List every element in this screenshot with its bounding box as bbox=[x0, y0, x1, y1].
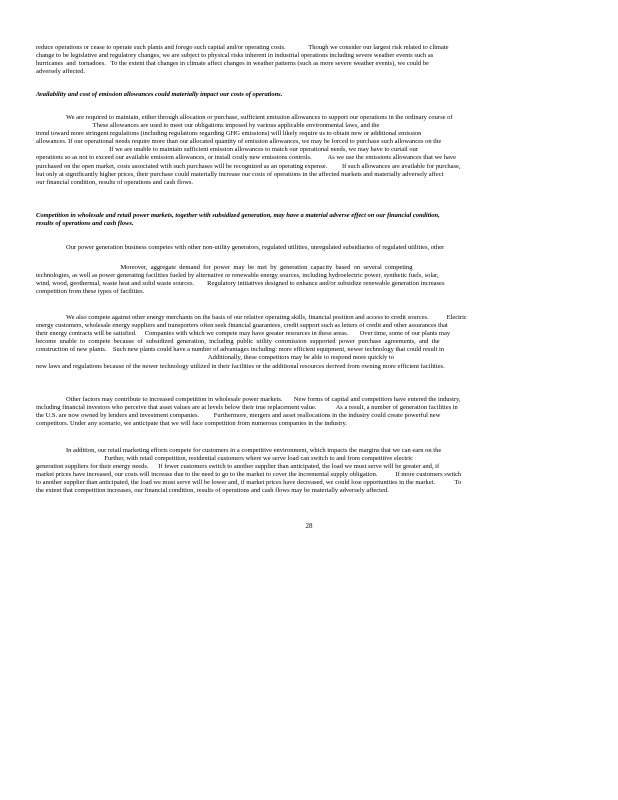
text-line: We are required to maintain, either through allocation or purchase, sufficient emission allowances to support our operations in the ordinary course of bbox=[66, 114, 453, 121]
text-line: trend toward more stringent regulations (including regulations regarding GHG emissions) will likely require us to obtain new or additional emission bbox=[36, 130, 422, 138]
paragraph-climate-risk bbox=[36, 44, 584, 76]
text-line: Our power generation business competes with other non-utility generators, regulated utilities, unregulated subsidiaries of regulated utilities, other bbox=[66, 244, 445, 251]
heading-line: results of operations and cash flows. bbox=[36, 220, 134, 228]
page-number: 28 bbox=[305, 522, 313, 530]
text-line: the U.S. are now owned by lenders and investment companies. Furthermore, mergers and asset reallocations in the industry could create powerful new bbox=[36, 412, 441, 420]
text-line: In addition, our retail marketing efforts compete for customers in a competitive environment, which impacts the margins that we can earn on the bbox=[66, 447, 442, 454]
text-line: Other factors may contribute to increased competition in wholesale power markets. New forms of capital and competitors have entered the industry, bbox=[66, 396, 461, 403]
text-line: energy customers, wholesale energy suppliers and transporters often seek financial guarantees, credit support such as letters of credit and other assurances that bbox=[36, 322, 448, 330]
text-line: technologies, as well as power generating facilities fueled by alternative or renewable energy sources, including hydroelectric power, synthetic fuels, solar, bbox=[36, 272, 439, 280]
paragraph-other-factors bbox=[36, 396, 584, 428]
heading-emission-allowances bbox=[36, 91, 584, 99]
text-line: the extent that competition increases, our financial condition, results of operations and cash flows may be materially adversely affected. bbox=[36, 487, 389, 495]
text-line: operations so as not to exceed our available emission allowances, or install costly new emissions controls. As we use the emissions allowances that we have bbox=[36, 154, 457, 162]
text-line: We also compete against other energy merchants on the basis of our relative operating skills, financial position and access to credit sources. Electric bbox=[66, 314, 467, 321]
text-line: These allowances are used to meet our obligations imposed by various applicable environmental laws, and the bbox=[36, 122, 380, 130]
text-line: become unable to compete because of subsidized generation, including public utility commission supported power purchase agreements, and the bbox=[36, 338, 440, 346]
heading-line: Availability and cost of emission allowances could materially impact our costs of operations. bbox=[36, 91, 283, 98]
text-line: wind, wood, geothermal, waste heat and solid waste sources. Regulatory initiatives designed to enhance and/or subsidize renewable generation increases bbox=[36, 280, 445, 288]
text-line: our financial condition, results of operations and cash flows. bbox=[36, 178, 194, 186]
text-line: Additionally, these competitors may be able to respond more quickly to bbox=[36, 354, 394, 362]
text-line: their energy contracts will be satisfied. Companies with which we compete may have greater resources in these areas. Over time, some of our plants may bbox=[36, 330, 451, 338]
text-line: competitors. Under any scenario, we anticipate that we will face competition from numerous companies in the industry. bbox=[36, 420, 347, 428]
text-line: Moreover, aggregate demand for power may be met by generation capacity based on several competing bbox=[36, 264, 413, 271]
paragraph-competition-intro bbox=[36, 244, 584, 252]
paragraph-energy-merchants bbox=[36, 314, 584, 371]
text-line: including financial investors who perceive that asset values are at levels below their true replacement value. As a result, a number of generation facilities in bbox=[36, 404, 458, 412]
text-line: to another supplier than anticipated, the load we must serve will be lower and, if market prices have decreased, we could lose opportunities in the market. To bbox=[36, 479, 462, 487]
text-line: allowances. If our operational needs require more than our allocated quantity of emission allowances, we may be forced to purchase such allowances on the bbox=[36, 138, 442, 146]
text-line: If we are unable to maintain sufficient emission allowances to match our operational needs, we may have to curtail our bbox=[36, 146, 419, 154]
text-line: but only at significantly higher prices, their purchase could materially increase our costs of operations in the affected markets and materially adversely affect bbox=[36, 170, 444, 178]
text-line: market prices have increased, our costs will increase due to the need to go to the market to cover the incremental supply obligation. If more customers switch bbox=[36, 471, 462, 479]
paragraph-competition-demand bbox=[36, 264, 584, 296]
text-line: construction of new plants. Such new plants could have a number of advantages including: more efficient equipment, newer technology that could result in bbox=[36, 346, 445, 354]
text-line: adversely affected. bbox=[36, 68, 85, 76]
text-line: generation suppliers for their energy needs. If fewer customers switch to another supplier than anticipated, the load we must serve will be greater and, if bbox=[36, 463, 440, 471]
heading-line: Competition in wholesale and retail power markets, together with subsidized generation, may have a material adverse effect on our financial condition, bbox=[36, 212, 440, 219]
text-line: purchased on the open market, costs associated with such purchases will be recognized as an operating expense. If such allowances are available for purchase, bbox=[36, 162, 461, 170]
text-line: new laws and regulations because of the newer technology utilized in their facilities or the additional resources derived from owning more efficient facilities. bbox=[36, 362, 445, 370]
text-line: change to be legislative and regulatory changes, we are subject to physical risks inherent in industrial operations including severe weather events such as bbox=[36, 52, 434, 60]
text-line: reduce operations or cease to operate such plants and forego such capital and/or operating costs. Though we consider our largest risk related to climate bbox=[36, 44, 449, 51]
text-line: Further, with retail competition, residential customers where we serve load can switch to and from competitive electric bbox=[36, 455, 413, 463]
paragraph-retail-marketing bbox=[36, 447, 584, 496]
text-line: competition from these types of facilities. bbox=[36, 288, 145, 296]
paragraph-emission-allowances bbox=[36, 114, 584, 187]
heading-competition bbox=[36, 212, 584, 228]
text-line: hurricanes and tornadoes. To the extent that changes in climate affect changes in weather patterns (such as more severe weather events), we could be bbox=[36, 60, 429, 68]
